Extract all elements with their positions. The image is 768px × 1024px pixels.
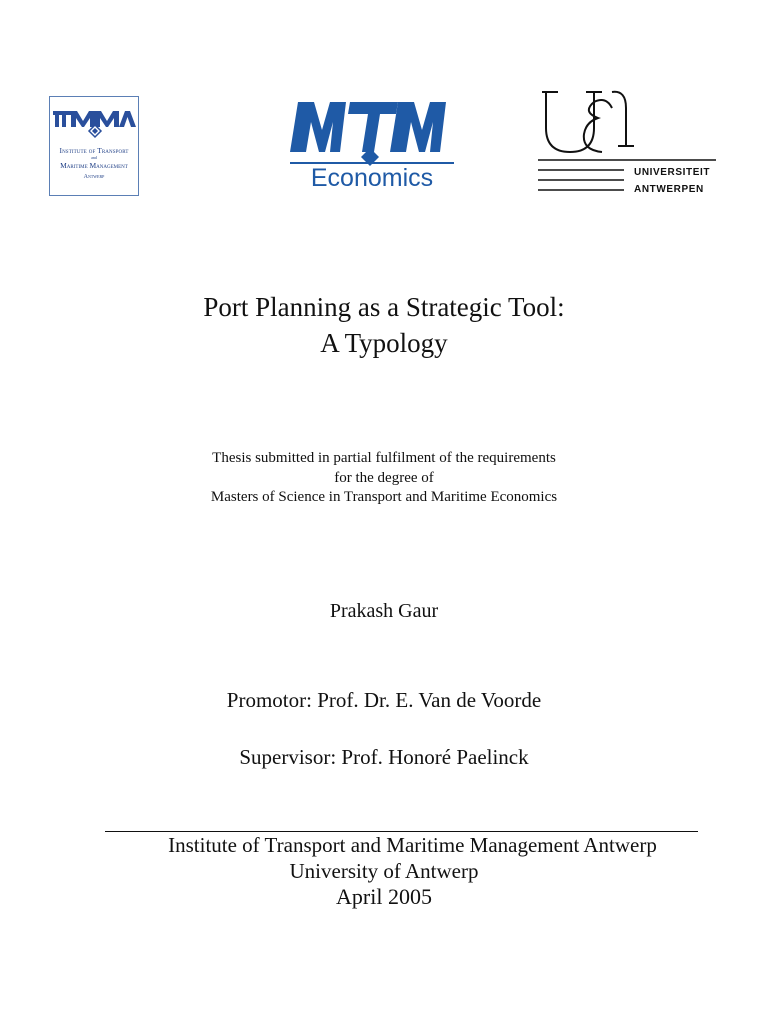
itmma-logo — [49, 96, 139, 196]
promotor-line: Promotor: Prof. Dr. E. Van de Voorde — [226, 688, 542, 712]
supervisor-line: Supervisor: Prof. Honoré Paelinck — [239, 745, 529, 769]
itmma-line2: Maritime Management — [60, 161, 128, 170]
ua-name-line2: ANTWERPEN — [634, 184, 704, 195]
thesis-line3: Masters of Science in Transport and Maritime Economics — [210, 489, 558, 505]
thesis-line2: for the degree of — [334, 469, 434, 486]
title-line1: Port Planning as a Strategic Tool: — [203, 292, 565, 322]
thesis-statement — [0, 449, 768, 508]
mtm-economics-logo — [286, 100, 456, 200]
universiteit-antwerpen-logo — [538, 88, 718, 200]
itmma-and: and — [91, 155, 97, 160]
itmma-wordmark-graphic — [53, 103, 137, 139]
itmma-line3: Antwerp — [83, 174, 105, 180]
submission-date: April 2005 — [336, 884, 432, 909]
thesis-line1: Thesis submitted in partial fulfilment of the requirements — [212, 450, 556, 466]
institution-name: Institute of Transport and Maritime Management Antwerp — [168, 833, 657, 857]
author-name: Prakash Gaur — [329, 600, 439, 622]
ua-name-line1: UNIVERSITEIT — [634, 167, 711, 178]
mtm-subtitle: Economics — [310, 164, 434, 192]
mtm-wordmark-graphic — [286, 100, 456, 172]
itmma-line1: Institute of Transport — [59, 146, 129, 155]
thesis-title — [0, 290, 768, 362]
title-line2: A Typology — [320, 327, 448, 358]
university-name: University of Antwerp — [289, 859, 479, 883]
horizontal-rule — [105, 831, 698, 832]
